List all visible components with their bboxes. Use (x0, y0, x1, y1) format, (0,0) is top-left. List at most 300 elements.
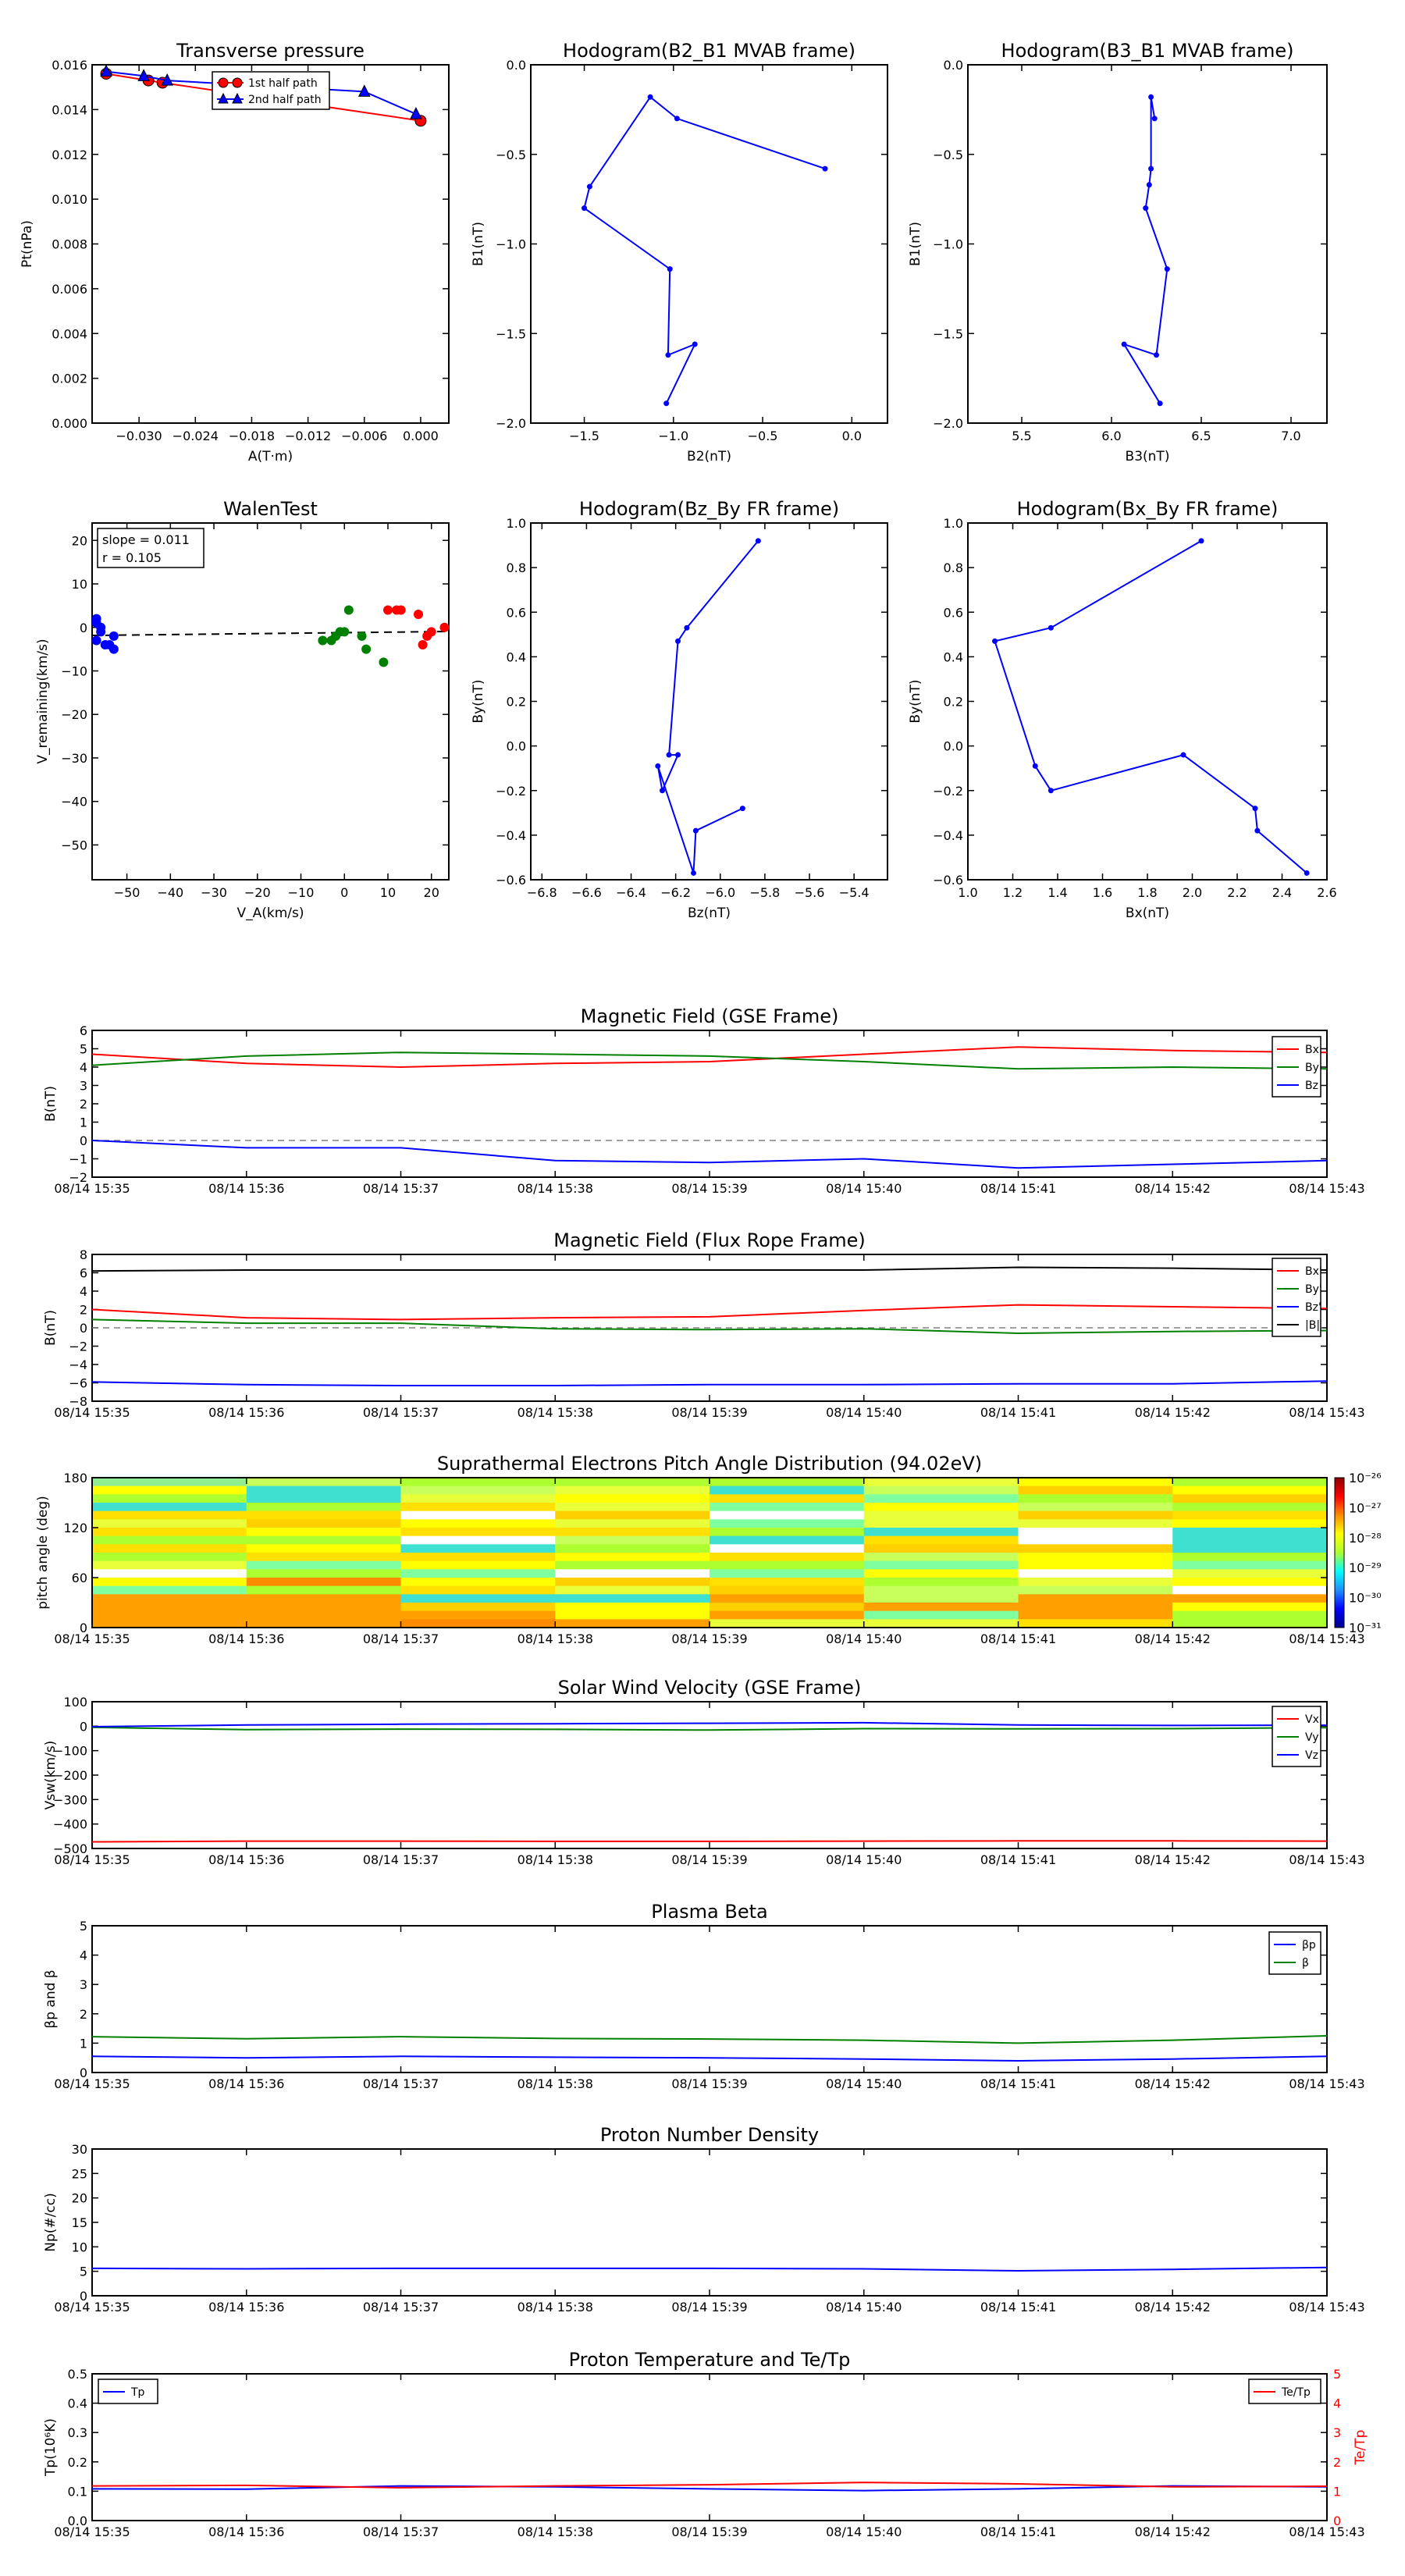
y-axis-label: By(nT) (908, 679, 923, 724)
heatmap-cell (92, 1611, 247, 1620)
y-tick-label: 0 (79, 2289, 87, 2304)
heatmap-cell (710, 1603, 864, 1611)
heatmap-cell (1019, 1611, 1173, 1620)
x-tick-label: 08/14 15:35 (54, 2076, 130, 2091)
x-tick-label: −0.006 (341, 429, 388, 443)
plot-frame (92, 523, 449, 880)
data-point (340, 627, 349, 636)
x-tick-label: 08/14 15:35 (54, 1181, 130, 1196)
data-point (318, 635, 327, 645)
heatmap-cell (401, 1494, 556, 1503)
y-tick-label: −0.4 (496, 827, 526, 843)
legend-label: Vx (1305, 1713, 1319, 1726)
x-tick-label: 08/14 15:35 (54, 1631, 130, 1646)
data-point (1148, 94, 1154, 100)
x-tick-label: −6.2 (660, 885, 692, 900)
y-tick-label: 0.000 (52, 416, 87, 431)
data-point (414, 610, 423, 619)
heatmap-cell (710, 1619, 864, 1628)
x-tick-label: 08/14 15:36 (208, 1631, 285, 1646)
heatmap-cell (247, 1594, 401, 1603)
panel-h1 (471, 40, 887, 464)
data-point (1199, 538, 1204, 543)
x-tick-label: 6.0 (1101, 429, 1122, 443)
heatmap-cell (92, 1619, 247, 1628)
y-tick-label: 3 (79, 1977, 87, 1993)
heatmap-cell (555, 1511, 710, 1520)
y-tick-label: 4 (79, 1060, 87, 1075)
legend (1249, 2379, 1321, 2403)
chart-title: Plasma Beta (651, 1901, 768, 1923)
y-tick-label: 120 (63, 1521, 87, 1535)
x-tick-label: 08/14 15:40 (826, 1405, 902, 1420)
heatmap-cell (864, 1603, 1019, 1611)
y-tick-label: −1.0 (496, 237, 526, 252)
heatmap-cell (710, 1544, 864, 1553)
x-tick-label: 2.6 (1317, 885, 1337, 900)
x-tick-label: 2.2 (1227, 885, 1247, 900)
data-point (1152, 116, 1158, 121)
heatmap-cell (1172, 1544, 1327, 1553)
y-tick-label: 0 (79, 1719, 87, 1735)
heatmap-cell (1172, 1553, 1327, 1561)
heatmap-cell (401, 1578, 556, 1586)
y-tick-label: 0.0 (943, 58, 963, 73)
heatmap-cell (1019, 1619, 1173, 1628)
y-tick-label: 30 (71, 2142, 87, 2157)
chart-title: Transverse pressure (176, 40, 365, 62)
x-tick-label: 08/14 15:38 (517, 1181, 593, 1196)
heatmap-cell (247, 1519, 401, 1528)
x-tick-label: 08/14 15:39 (671, 2300, 748, 2314)
panel-bfr (43, 1229, 1365, 1420)
legend (1272, 1706, 1321, 1767)
heatmap-cell (710, 1611, 864, 1620)
y-axis-label: B(nT) (43, 1085, 59, 1123)
y-tick-label: 0.006 (52, 281, 87, 297)
heatmap-cell (555, 1544, 710, 1553)
heatmap-cell (92, 1561, 247, 1570)
x-tick-label: 08/14 15:41 (980, 1405, 1057, 1420)
series-line-Vy (92, 1727, 1327, 1730)
x-axis-label: V_A(km/s) (237, 906, 304, 921)
x-tick-label: 08/14 15:39 (671, 1181, 748, 1196)
heatmap-cell (1019, 1594, 1173, 1603)
data-point (1254, 828, 1260, 834)
colorbar-label: 10⁻²⁷ (1349, 1500, 1382, 1516)
heatmap-cell (401, 1611, 556, 1620)
data-point (1033, 763, 1038, 769)
series-line-Bx (92, 1047, 1327, 1067)
series-line-|B| (92, 1268, 1327, 1272)
data-point (693, 828, 699, 834)
data-point (667, 753, 672, 758)
plot-frame (531, 65, 887, 423)
data-point (1158, 400, 1163, 406)
heatmap-cells (92, 1478, 1328, 1628)
x-tick-label: 08/14 15:43 (1289, 2076, 1365, 2091)
x-tick-label: −1.0 (658, 429, 689, 443)
x-tick-label: −0.024 (172, 429, 219, 443)
data-point (660, 788, 665, 793)
heatmap-cell (401, 1503, 556, 1511)
x-tick-label: 08/14 15:42 (1134, 1631, 1211, 1646)
heatmap-cell (401, 1478, 556, 1486)
colorbar-label: 10⁻²⁸ (1349, 1530, 1382, 1546)
y-tick-label: 0.8 (943, 560, 963, 576)
x-axis-label: Bz(nT) (687, 906, 731, 921)
heatmap-cell (864, 1536, 1019, 1545)
x-tick-label: 08/14 15:40 (826, 2524, 902, 2539)
y-tick-label: 5 (79, 2264, 87, 2279)
heatmap-cell (864, 1478, 1019, 1486)
y-tick-label: 0.4 (506, 649, 526, 665)
legend-label: Bx' (1305, 1265, 1322, 1278)
y-axis-label: Pt(nPa) (20, 220, 35, 268)
y-tick-label: −0.5 (496, 147, 526, 162)
x-tick-label: 08/14 15:43 (1289, 1631, 1365, 1646)
x-tick-label: −5.8 (749, 885, 781, 900)
heatmap-cell (1019, 1603, 1173, 1611)
data-point (1147, 182, 1152, 187)
y-tick-label: 2 (79, 1302, 87, 1318)
data-point (692, 342, 698, 347)
y-tick-label: 0.2 (943, 694, 963, 710)
y-tick-label: 10 (71, 2240, 87, 2255)
colorbar-label: 10⁻²⁶ (1349, 1471, 1382, 1485)
heatmap-cell (710, 1553, 864, 1561)
y-tick-label: 6 (79, 1023, 87, 1038)
legend-label: Bx (1305, 1044, 1319, 1056)
x-tick-label: −5.6 (794, 885, 825, 900)
x-tick-label: 08/14 15:36 (208, 2076, 285, 2091)
data-point (756, 538, 761, 543)
x-tick-label: −1.5 (569, 429, 599, 443)
heatmap-cell (247, 1553, 401, 1561)
x-tick-label: 08/14 15:39 (671, 2076, 748, 2091)
legend-label: Tp (131, 2386, 145, 2399)
heatmap-cell (1019, 1561, 1173, 1570)
x-tick-label: −6.8 (526, 885, 557, 900)
y-tick-label: 15 (71, 2215, 87, 2230)
heatmap-cell (555, 1619, 710, 1628)
x-tick-label: 08/14 15:35 (54, 2524, 130, 2539)
x-tick-label: 2.0 (1182, 885, 1203, 900)
y-tick-label: 0.4 (67, 2396, 87, 2411)
y-axis-label: Tp(10⁶K) (43, 2418, 59, 2477)
y-tick-label: 4 (79, 1284, 87, 1299)
y-tick-label: −6 (69, 1375, 87, 1391)
x-tick-label: 08/14 15:37 (362, 2524, 439, 2539)
data-point (663, 400, 669, 406)
legend-label: Bz (1305, 1080, 1318, 1092)
heatmap-cell (247, 1478, 401, 1486)
fit-line (92, 632, 449, 635)
y-tick-label: 0 (79, 1133, 87, 1148)
heatmap-cell (864, 1619, 1019, 1628)
data-point (1304, 870, 1310, 876)
heatmap-cell (247, 1486, 401, 1495)
x-tick-label: −40 (157, 885, 184, 900)
series-line-By (92, 1052, 1327, 1069)
y-tick-label: 0.2 (506, 694, 526, 710)
series-line-Bz' (92, 1381, 1327, 1386)
x-axis-label: Bx(nT) (1125, 906, 1170, 921)
y-tick-label: 20 (71, 533, 87, 549)
data-point (684, 625, 689, 631)
y-tick-label: −2.0 (496, 416, 526, 431)
heatmap-cell (92, 1594, 247, 1603)
heatmap-cell (710, 1578, 864, 1586)
x-tick-label: 0 (340, 885, 349, 900)
heatmap-cell (247, 1544, 401, 1553)
legend-label: Vz (1305, 1749, 1318, 1762)
data-point (1253, 806, 1258, 811)
data-point (740, 806, 745, 811)
heatmap-cell (864, 1553, 1019, 1561)
x-tick-label: 08/14 15:40 (826, 2076, 902, 2091)
y-tick-label: −10 (61, 664, 87, 679)
heatmap-cell (710, 1586, 864, 1595)
x-tick-label: 1.2 (1002, 885, 1023, 900)
chart-title: WalenTest (223, 498, 318, 520)
y-tick-label: 0.3 (67, 2425, 87, 2441)
heatmap-cell (1019, 1553, 1173, 1561)
hodogram-path (995, 541, 1307, 873)
series-line-By' (92, 1319, 1327, 1333)
data-point (92, 635, 101, 645)
heatmap-cell (1172, 1536, 1327, 1545)
data-point (675, 639, 681, 644)
y-tick-label: 1 (79, 1115, 87, 1130)
legend-label: Te/Tp (1282, 2386, 1311, 2399)
heatmap-cell (864, 1486, 1019, 1495)
y-tick-label: 0.016 (52, 58, 87, 73)
heatmap-cell (92, 1586, 247, 1595)
heatmap-cell (710, 1519, 864, 1528)
y-tick-label: −0.2 (933, 783, 963, 799)
x-tick-label: −6.4 (616, 885, 646, 900)
x-tick-label: −0.5 (747, 429, 778, 443)
y-tick-label: 5 (79, 1919, 87, 1934)
series-line-Bz (92, 1140, 1327, 1168)
plot-frame (531, 523, 887, 880)
heatmap-cell (555, 1586, 710, 1595)
data-point (587, 184, 592, 190)
chart-title: Hodogram(B2_B1 MVAB frame) (563, 40, 855, 62)
y-tick-label: 60 (71, 1571, 87, 1585)
x-tick-label: −20 (244, 885, 271, 900)
heatmap-cell (555, 1569, 710, 1578)
legend-label: 2nd half path (248, 94, 322, 106)
series-line-β (92, 2036, 1327, 2043)
heatmap-cell (1019, 1478, 1173, 1486)
data-point (582, 205, 587, 211)
y-tick-label: 0.8 (506, 560, 526, 576)
y-tick-label: −400 (53, 1816, 87, 1832)
heatmap-cell (710, 1494, 864, 1503)
x-tick-label: 08/14 15:36 (208, 2300, 285, 2314)
data-point (1143, 205, 1148, 211)
series-line-Te/Tp (92, 2482, 1327, 2488)
chart-title: Hodogram(Bx_By FR frame) (1016, 498, 1279, 520)
plot-frame (92, 1030, 1327, 1177)
panel-tp (43, 2349, 1368, 2539)
legend (1272, 1258, 1322, 1336)
heatmap-cell (92, 1528, 247, 1536)
data-point (667, 266, 673, 272)
y-tick-label: −0.6 (933, 873, 963, 888)
y-tick-label: 20 (71, 2190, 87, 2206)
heatmap-cell (92, 1478, 247, 1486)
heatmap-cell (92, 1503, 247, 1511)
x-tick-label: 08/14 15:42 (1134, 2524, 1211, 2539)
heatmap-cell (92, 1578, 247, 1586)
legend-label: By' (1305, 1283, 1322, 1296)
x-tick-label: 08/14 15:38 (517, 2076, 593, 2091)
legend (1272, 1037, 1321, 1097)
y-tick-label: 0.0 (506, 58, 526, 73)
heatmap-cell (864, 1586, 1019, 1595)
heatmap-cell (401, 1536, 556, 1545)
heatmap-cell (401, 1619, 556, 1628)
data-point (691, 870, 696, 876)
legend (1269, 1932, 1321, 1974)
heatmap-cell (555, 1603, 710, 1611)
data-point (655, 763, 660, 769)
data-point (1154, 352, 1159, 358)
x-tick-label: 0.000 (403, 429, 439, 443)
heatmap-cell (710, 1478, 864, 1486)
heatmap-cell (401, 1519, 556, 1528)
data-point (1048, 625, 1054, 631)
y-tick-label: −8 (69, 1394, 87, 1409)
heatmap-cell (92, 1603, 247, 1611)
heatmap-cell (864, 1569, 1019, 1578)
x-tick-label: −10 (287, 885, 315, 900)
legend-label: Bz' (1305, 1301, 1321, 1314)
heatmap-cell (401, 1586, 556, 1595)
x-tick-label: 0.0 (841, 429, 863, 443)
heatmap-cell (864, 1594, 1019, 1603)
x-tick-label: 08/14 15:42 (1134, 1405, 1211, 1420)
x-tick-label: 08/14 15:41 (980, 2076, 1057, 2091)
legend (98, 2379, 158, 2403)
heatmap-cell (1019, 1494, 1173, 1503)
y-tick-label: 0.5 (67, 2367, 87, 2382)
heatmap-cell (555, 1553, 710, 1561)
x-tick-label: −6.0 (705, 885, 736, 900)
y-axis-label: Vsw(km/s) (43, 1740, 59, 1810)
panel-pt (20, 40, 449, 464)
heatmap-cell (555, 1536, 710, 1545)
y-tick-label: 0.002 (52, 371, 87, 386)
heatmap-cell (1019, 1578, 1173, 1586)
y-tick-label: 10 (71, 577, 87, 592)
x-tick-label: 6.5 (1191, 429, 1211, 443)
y-tick-label: −1 (69, 1151, 87, 1167)
y-tick-label: −100 (53, 1743, 87, 1759)
plot-frame (968, 65, 1327, 423)
y-tick-label: 0.1 (67, 2484, 87, 2500)
y-axis-label: V_remaining(km/s) (35, 639, 51, 764)
y-tick-label: −0.6 (496, 873, 526, 888)
x-tick-label: 08/14 15:39 (671, 1405, 748, 1420)
y-tick-label: 0.6 (943, 605, 963, 621)
data-point (439, 623, 449, 632)
heatmap-cell (247, 1586, 401, 1595)
data-point (383, 605, 393, 614)
x-tick-label: 08/14 15:37 (362, 1852, 439, 1867)
y-axis-label: B(nT) (43, 1309, 59, 1347)
legend-label: Vy (1305, 1731, 1319, 1744)
heatmap-cell (401, 1594, 556, 1603)
heatmap-cell (1172, 1478, 1327, 1486)
heatmap-cell (864, 1519, 1019, 1528)
heatmap-cell (401, 1544, 556, 1553)
panel-bgse (43, 1005, 1365, 1196)
heatmap-cell (1172, 1594, 1327, 1603)
chart-title: Solar Wind Velocity (GSE Frame) (557, 1677, 862, 1699)
x-tick-label: 1.4 (1048, 885, 1068, 900)
heatmap-cell (1172, 1519, 1327, 1528)
heatmap-cell (401, 1486, 556, 1495)
heatmap-cell (710, 1528, 864, 1536)
data-point (109, 645, 119, 654)
y-tick-label: 0.008 (52, 237, 87, 252)
x-tick-label: −5.4 (838, 885, 870, 900)
data-point (427, 627, 436, 636)
legend-label: 1st half path (248, 77, 318, 90)
x-tick-label: 08/14 15:37 (362, 2076, 439, 2091)
y2-tick-label: 2 (1333, 2454, 1342, 2470)
x-tick-label: 08/14 15:41 (980, 1181, 1057, 1196)
heatmap-cell (864, 1503, 1019, 1511)
heatmap-cell (247, 1561, 401, 1570)
x-tick-label: 08/14 15:38 (517, 2300, 593, 2314)
x-tick-label: 08/14 15:37 (362, 1405, 439, 1420)
x-tick-label: 08/14 15:40 (826, 1852, 902, 1867)
y-axis-label: B1(nT) (471, 222, 486, 266)
x-tick-label: 08/14 15:41 (980, 2524, 1057, 2539)
panel-h3 (471, 498, 887, 921)
x-tick-label: −0.018 (228, 429, 276, 443)
x-tick-label: 08/14 15:40 (826, 1631, 902, 1646)
data-point (344, 605, 354, 614)
heatmap-cell (247, 1503, 401, 1511)
x-tick-label: 08/14 15:43 (1289, 2524, 1365, 2539)
x-tick-label: 2.4 (1272, 885, 1293, 900)
x-tick-label: 1.8 (1137, 885, 1158, 900)
heatmap-cell (247, 1536, 401, 1545)
x-tick-label: 08/14 15:43 (1289, 2300, 1365, 2314)
x-tick-label: 08/14 15:35 (54, 1852, 130, 1867)
y-tick-label: 0.0 (506, 738, 526, 754)
x-tick-label: 08/14 15:38 (517, 1405, 593, 1420)
y-tick-label: −0.2 (496, 783, 526, 799)
heatmap-cell (92, 1511, 247, 1520)
legend-marker (233, 78, 242, 87)
y-tick-label: 6 (79, 1265, 87, 1281)
heatmap-cell (247, 1511, 401, 1520)
annotation-r: r = 0.105 (102, 550, 162, 565)
panel-vsw (43, 1677, 1365, 1867)
chart-title: Proton Number Density (599, 2124, 820, 2146)
y-tick-label: −50 (61, 838, 87, 853)
data-point (361, 645, 371, 654)
heatmap-cell (92, 1544, 247, 1553)
hodogram-path (658, 541, 759, 873)
